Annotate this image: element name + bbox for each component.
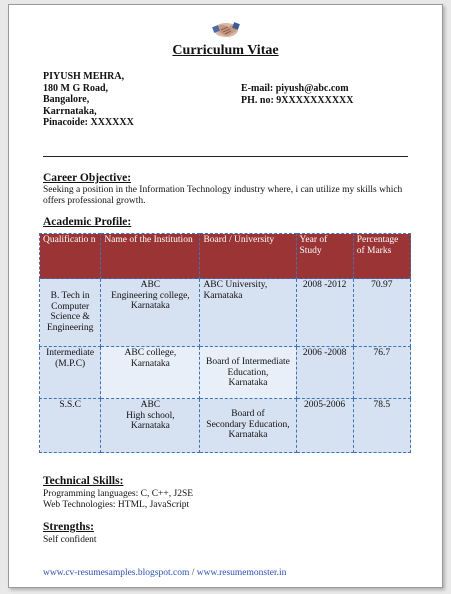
qualification-cell	[40, 347, 101, 399]
cell-line: Karnataka	[130, 421, 170, 431]
career-text: Seeking a position in the Information Technology industry where, i can utilize my skills which offers professional growth.	[43, 185, 403, 206]
footer-link[interactable]: www.resumemonster.in	[196, 568, 287, 578]
cell-line: Engineering college,	[111, 290, 190, 301]
board-cell	[200, 399, 296, 453]
table-row	[40, 399, 411, 453]
cell-line: S.S.C	[59, 400, 81, 410]
divider	[43, 156, 408, 157]
table-row	[40, 347, 411, 399]
cell-line: Intermediate	[46, 348, 95, 358]
address-line: 180 M G Road,	[43, 82, 108, 94]
year-cell: 2008 -2012	[296, 279, 353, 347]
cell-line: Karnataka	[203, 290, 243, 301]
board-cell	[200, 279, 296, 347]
address-line: Bangalore,	[43, 94, 90, 105]
technical-line: Web Technologies: HTML, JavaScript	[43, 500, 190, 510]
career-heading: Career Objective:	[43, 172, 132, 184]
cell-line: ABC	[140, 400, 161, 410]
strengths-line: Self confident	[43, 535, 97, 545]
academic-table	[39, 233, 411, 453]
institution-cell	[101, 347, 200, 399]
cell-line: Karnataka	[130, 358, 170, 369]
email-text: E-mail: piyush@abc.com	[241, 83, 349, 94]
page-title: Curriculum Vitae	[172, 43, 279, 58]
cell-line: ABC college,	[124, 348, 177, 358]
board-cell	[200, 347, 296, 399]
cell-line: ABC	[140, 280, 161, 290]
cell-line: Board of Intermediate	[206, 357, 290, 367]
cell-line: Board of	[231, 409, 265, 419]
cell-line: Computer	[51, 301, 90, 312]
address-line: PIYUSH MEHRA,	[43, 71, 125, 82]
year-cell: 2005-2006	[296, 399, 353, 453]
table-row	[40, 279, 411, 347]
marks-cell: 70.97	[353, 279, 410, 347]
institution-cell	[101, 399, 200, 453]
footer-separator: /	[189, 568, 197, 578]
cell-line: Engineering	[46, 322, 94, 333]
column-header: Qualificatio n	[40, 234, 101, 279]
cell-line: Secondary Education,	[206, 419, 290, 430]
column-header: Board / University	[200, 234, 296, 279]
address-line: Pinacoide: XXXXXX	[43, 117, 134, 128]
cell-line: Karnataka	[228, 430, 268, 440]
cell-line: Science &	[50, 312, 90, 322]
qualification-cell	[40, 399, 101, 453]
resume-page	[8, 4, 443, 588]
column-header: Name of the Institution	[101, 234, 200, 279]
column-header: Percentage of Marks	[353, 234, 410, 279]
cell-line: ABC University,	[203, 280, 268, 290]
cell-line: High school,	[126, 410, 175, 421]
institution-cell	[101, 279, 200, 347]
technical-list	[43, 489, 413, 511]
cell-line: B. Tech in	[50, 291, 90, 301]
academic-heading: Academic Profile:	[43, 216, 132, 228]
technical-heading: Technical Skills:	[43, 475, 124, 487]
address-block	[43, 71, 134, 129]
strengths-list	[43, 535, 413, 546]
cell-line: Karnataka	[130, 301, 170, 311]
cell-line: (M.P.C)	[55, 358, 86, 369]
footer-link[interactable]: www.cv-resumesamples.blogspot.com	[43, 568, 190, 578]
handshake-icon	[212, 18, 240, 40]
phone-text: PH. no: 9XXXXXXXXXX	[241, 94, 354, 106]
cell-line: Education,	[227, 367, 269, 378]
footer	[43, 568, 286, 578]
technical-line: Programming languages: C, C++, J2SE	[43, 489, 194, 499]
column-header: Year of Study	[296, 234, 353, 279]
address-line: Karrnataka,	[43, 105, 97, 117]
table-header-row	[40, 234, 411, 279]
strengths-heading: Strengths:	[43, 521, 94, 533]
cell-line: Karnataka	[228, 378, 268, 388]
year-cell: 2006 -2008	[296, 347, 353, 399]
qualification-cell	[40, 279, 101, 347]
contact-block	[241, 83, 354, 106]
marks-cell: 76.7	[353, 347, 410, 399]
marks-cell: 78.5	[353, 399, 410, 453]
